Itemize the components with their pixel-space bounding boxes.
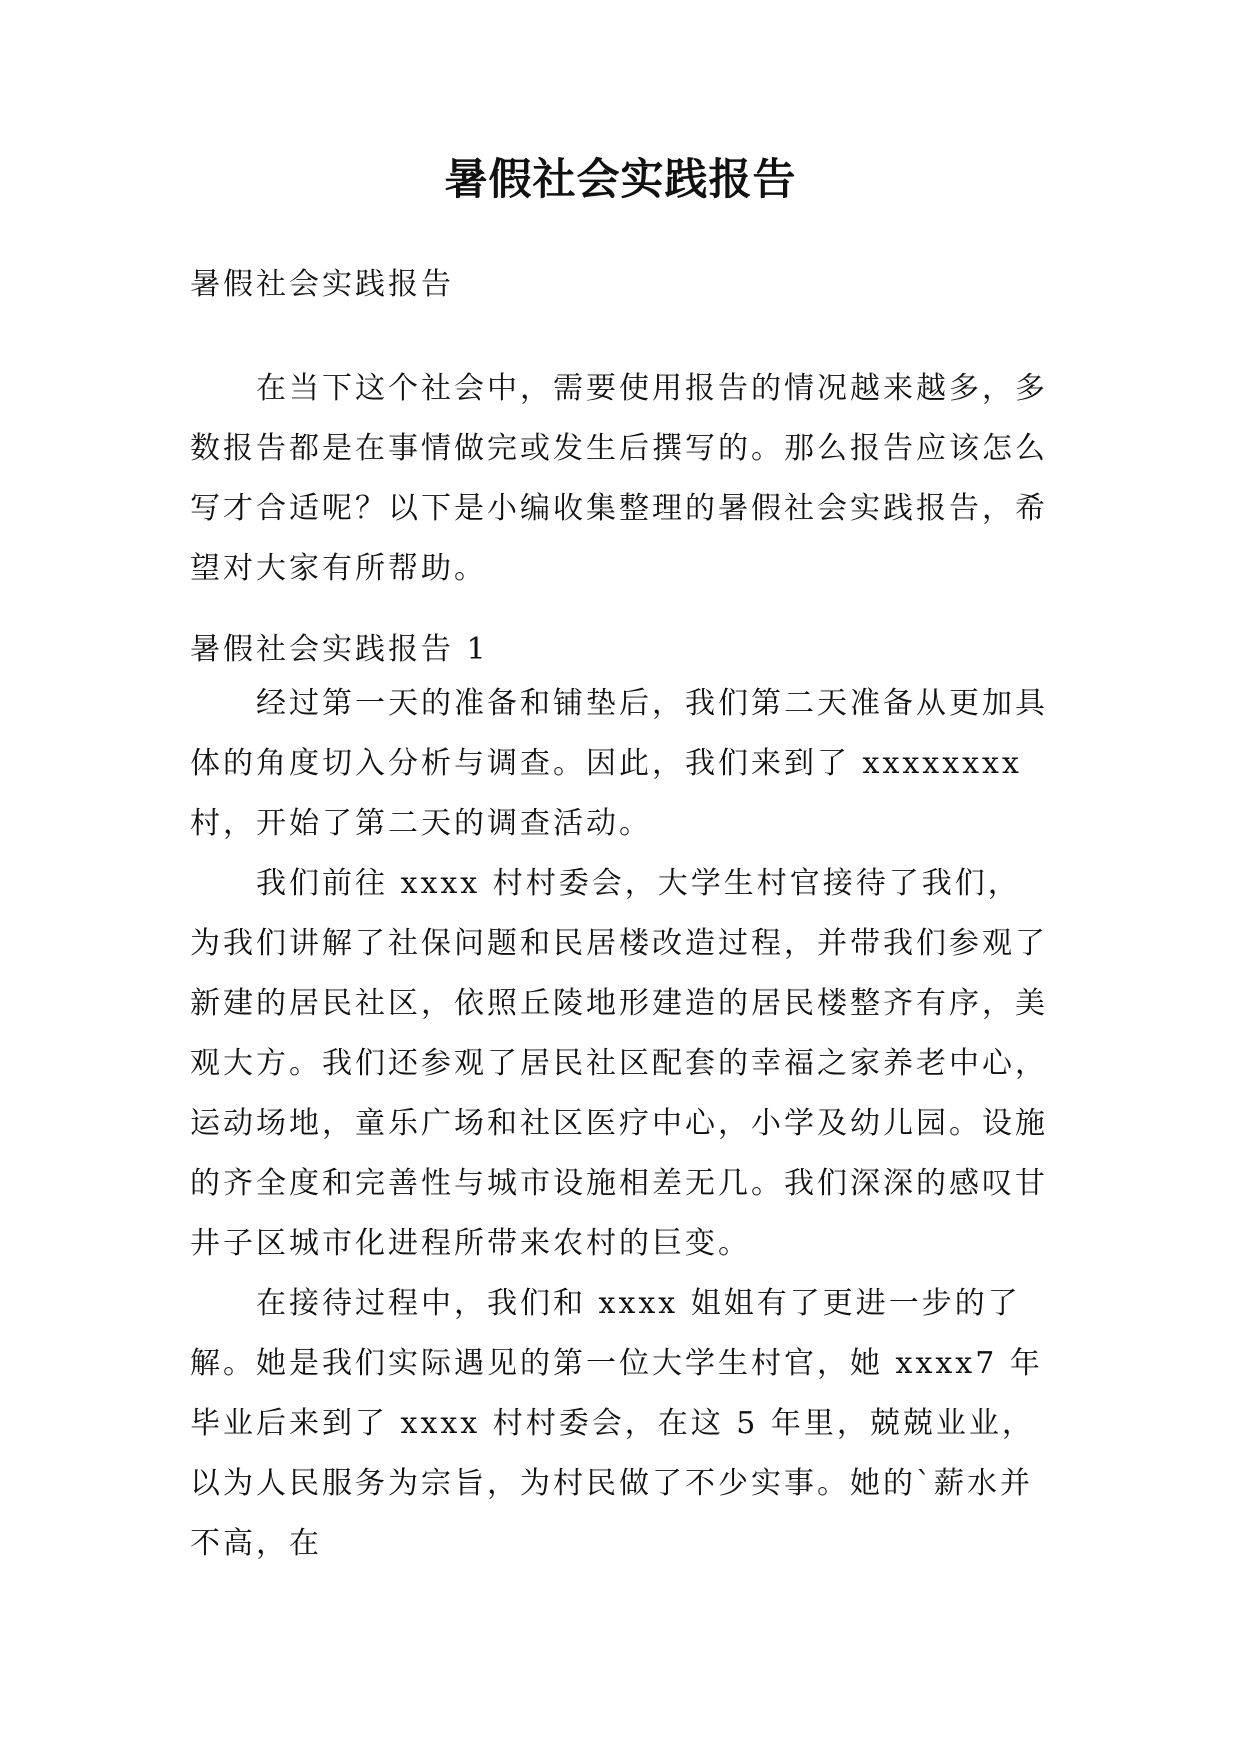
intro-block bbox=[190, 359, 1050, 599]
section-heading: 暑假社会实践报告 1 bbox=[190, 632, 489, 667]
body-paragraph-3: 在接待过程中，我们和 xxxx 姐姐有了更进一步的了解。她是我们实际遇见的第一位大学生村官，她 xxxx7 年毕业后来到了 xxxx 村村委会，在这 5 年里，兢兢业业，以为人民服务为宗旨，为村民做了不少实事。她的`薪水并不高，在 bbox=[190, 1286, 1043, 1561]
document-subtitle: 暑假社会实践报告 bbox=[190, 267, 454, 302]
document-title: 暑假社会实践报告 bbox=[444, 155, 797, 205]
body-paragraph-2: 我们前往 xxxx 村村委会，大学生村官接待了我们，为我们讲解了社保问题和民居楼改造过程，并带我们参观了新建的居民社区，依照丘陵地形建造的居民楼整齐有序，美观大方。我们还参观了居民社区配套的幸福之家养老中心，运动场地，童乐广场和社区医疗中心，小学及幼儿园。设施的齐全度和完善性与城市设施相差无几。我们深深的感叹甘井子区城市化进程所带来农村的巨变。 bbox=[190, 866, 1048, 1261]
section-body bbox=[190, 674, 1050, 1574]
body-paragraph-1: 经过第一天的准备和铺垫后，我们第二天准备从更加具体的角度切入分析与调查。因此，我们来到了 xxxxxxxx 村，开始了第二天的调查活动。 bbox=[190, 686, 1048, 841]
intro-paragraph: 在当下这个社会中，需要使用报告的情况越来越多，多数报告都是在事情做完或发生后撰写的。那么报告应该怎么写才合适呢？以下是小编收集整理的暑假社会实践报告，希望对大家有所帮助。 bbox=[190, 371, 1048, 586]
